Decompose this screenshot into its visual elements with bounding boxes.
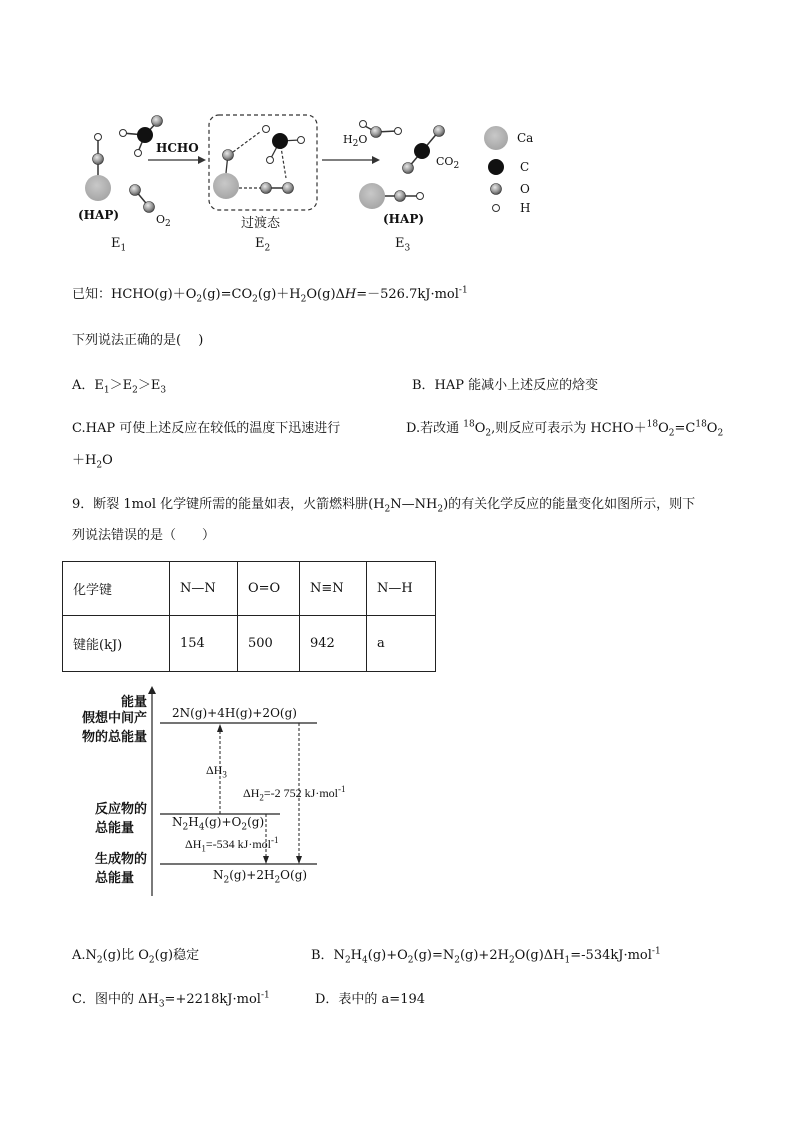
legend-h-label: H [520,201,531,215]
bond-energy-table [62,561,436,672]
q8-option-b[interactable]: B．HAP 能减小上述反应的焓变 [412,378,599,393]
atom-legend [484,126,508,212]
q9-stem-line1: 9．断裂 1mol 化学键所需的能量如表，火箭燃料肼$(H_2N—NH_2)$的有关化学反应的能量变化如图所示，则下 [72,497,696,515]
table-cell: 化学键 [63,562,170,616]
legend-h-icon [493,205,500,212]
q8-option-a[interactable]: A．$E_1>E_2>E_3$ [72,378,167,396]
dh2-label: $\Delta H_2=-2$ 752 kJ·mol$^{-1}$ [243,784,346,803]
hap-molecule-right [359,183,424,209]
reactant-label: 反应物的 总能量 [95,802,148,836]
table-cell: O=O [238,562,300,616]
intermediate-label: 假想中间产 物的总能量 [82,711,148,745]
level-mid-label: $N_2H_4(g)+O_2(g)$ [172,815,265,833]
hap-label-left: (HAP) [78,208,120,222]
hcho-label: HCHO [156,141,199,155]
level-bot-label: $N_2(g)+2H_2O(g)$ [213,868,308,886]
level-top-label: 2N(g)+4H(g)+2O(g) [172,706,297,720]
table-cell: 500 [238,616,300,672]
table-cell: 154 [170,616,238,672]
transition-state-molecule [213,126,305,200]
q8-option-c[interactable]: C.HAP 可使上述反应在较低的温度下迅速进行 [72,421,341,436]
table-cell: N—N [170,562,238,616]
q9-option-b[interactable]: B．$N_2H_4(g)+O_2(g)=N_2(g)+2H_2O(g)\Delta H_1=-534kJ\cdot mol^{-1}$ [311,946,661,966]
dh3-label: $\Delta H_3$ [206,763,227,780]
q9-option-c[interactable]: C．图中的 $\Delta H_3=+2218kJ\cdot mol^{-1}$ [72,990,270,1010]
legend-o-icon [491,184,502,195]
hap-molecule-left [85,134,111,202]
mechanism-figure [60,110,560,260]
q9-option-d[interactable]: D．表中的 a=194 [315,992,426,1007]
legend-o-label: O [520,182,530,196]
table-cell: 键能(kJ) [63,616,170,672]
table-row [63,616,436,672]
table-header-row [63,562,436,616]
transition-state-label: 过渡态 [241,216,281,231]
h2o-label: $H_2O$ [343,133,368,150]
table-cell: N—H [367,562,436,616]
e3-label: $E_3$ [395,236,411,254]
legend-c-label: C [520,160,530,174]
hap-label-right: (HAP) [383,212,425,226]
o2-label: $O_2$ [156,213,171,230]
dh1-label: $\Delta H_1=-534$ kJ·mol$^{-1}$ [185,835,279,854]
table-cell: N≡N [300,562,367,616]
q8-option-d-wrap: $+H_2O$ [72,453,113,471]
legend-ca-label: Ca [517,131,534,145]
legend-c-icon [488,159,504,175]
q9-stem-line2: 列说法错误的是（ ） [72,528,216,543]
q8-known-equation: 已知：$HCHO(g)+O_2(g)=CO_2(g)+H_2O(g)\Delta H=-526.7kJ\cdot mol^{-1}$ [72,285,468,305]
co2-label: $CO_2$ [436,155,460,172]
q8-stem: 下列说法正确的是( ) [72,333,204,348]
e1-label: $E_1$ [111,236,127,254]
product-label: 生成物的 总能量 [95,852,148,886]
e2-label: $E_2$ [255,236,271,254]
q8-option-d[interactable]: D.若改通 $^{18}O_2$,则反应可表示为 $HCHO+^{18}O_2=C^{18}O_2$ [406,419,724,439]
legend-ca-icon [484,126,508,150]
table-cell: a [367,616,436,672]
q9-option-a[interactable]: $A.N_2(g)$比 $O_2(g)$稳定 [72,948,200,966]
o2-molecule [130,185,155,213]
y-axis-label: 能量 [121,695,148,710]
table-cell: 942 [300,616,367,672]
